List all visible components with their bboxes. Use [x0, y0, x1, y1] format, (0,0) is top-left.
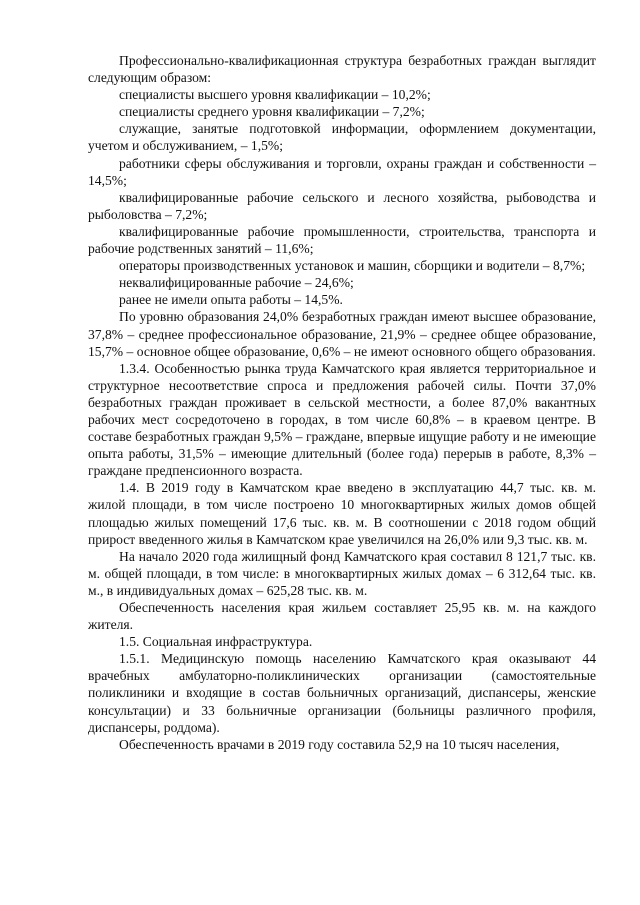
paragraph-1-5-1: 1.5.1. Медицинскую помощь населению Камчатского края оказывают 44 врачебных амбулаторно-поликлинических организации (самостоятельные поликлиники и входящие в состав больничных организаций, диспансеры, женские консультации) и 33 больничные организации (больницы различного профиля, диспансеры, роддома). [88, 651, 596, 735]
list-item-agriculture-workers: квалифицированные рабочие сельского и лесного хозяйства, рыбоводства и рыболовства – 7,2%; [88, 189, 596, 222]
list-item-clerks: служащие, занятые подготовкой информации, оформлением документации, учетом и обслуживанием, – 1,5%; [88, 121, 596, 154]
paragraph-intro: Профессионально-квалификационная структура безработных граждан выглядит следующим образом: [88, 53, 596, 86]
list-item-unskilled-workers: неквалифицированные рабочие – 24,6%; [119, 275, 354, 291]
list-item-no-experience: ранее не имели опыта работы – 14,5%. [119, 292, 343, 308]
paragraph-doctors-provision: Обеспеченность врачами в 2019 году составила 52,9 на 10 тысяч населения, [119, 736, 560, 752]
paragraph-housing-fund: На начало 2020 года жилищный фонд Камчатского края составил 8 121,7 тыс. кв. м. общей площади, в том числе: в многоквартирных жилых домах – 6 312,64 тыс. кв. м., в индивидуальных домах – 625,28 тыс. кв. м. [88, 548, 596, 598]
paragraph-education: По уровню образования 24,0% безработных граждан имеют высшее образование, 37,8% – среднее профессиональное образование, 21,9% – среднее общее образование, 15,7% – основное общее образование, 0,6% – не имеют основного общего образования. [88, 309, 596, 359]
paragraph-housing-provision: Обеспеченность населения края жильем составляет 25,95 кв. м. на каждого жителя. [88, 600, 596, 633]
list-item-higher-specialists: специалисты высшего уровня квалификации – 10,2%; [119, 87, 431, 103]
list-item-middle-specialists: специалисты среднего уровня квалификации – 7,2%; [119, 104, 425, 120]
paragraph-1-3-4: 1.3.4. Особенностью рынка труда Камчатского края является территориальное и структурное несоответствие спроса и предложения рабочей силы. Почти 37,0% безработных граждан проживает в сельской местности, а более 87,0% вакантных рабочих мест сосредоточено в городах, в том числе 60,8% – в краевом центре. В составе безработных граждан 9,5% – граждане, впервые ищущие работу и не имеющие опыта работы, 31,5% – имеющие длительный (более года) перерыв в работе, 8,3% – граждане предпенсионного возраста. [88, 360, 596, 479]
document-page [88, 52, 596, 753]
paragraph-1-4: 1.4. В 2019 году в Камчатском крае введено в эксплуатацию 44,7 тыс. кв. м. жилой площади, в том числе построено 10 многоквартирных жилых домов общей площадью жилых помещений 17,6 тыс. кв. м. В соотношении с 2018 годом общий прирост введенного жилья в Камчатском крае увеличился на 26,0% или 9,3 тыс. кв. м. [88, 480, 596, 547]
list-item-operators: операторы производственных установок и машин, сборщики и водители – 8,7%; [119, 258, 586, 274]
list-item-service-workers: работники сферы обслуживания и торговли, охраны граждан и собственности – 14,5%; [88, 155, 596, 188]
section-heading-1-5: 1.5. Социальная инфраструктура. [119, 634, 313, 650]
list-item-industry-workers: квалифицированные рабочие промышленности, строительства, транспорта и рабочие родственных занятий – 11,6%; [88, 223, 596, 257]
